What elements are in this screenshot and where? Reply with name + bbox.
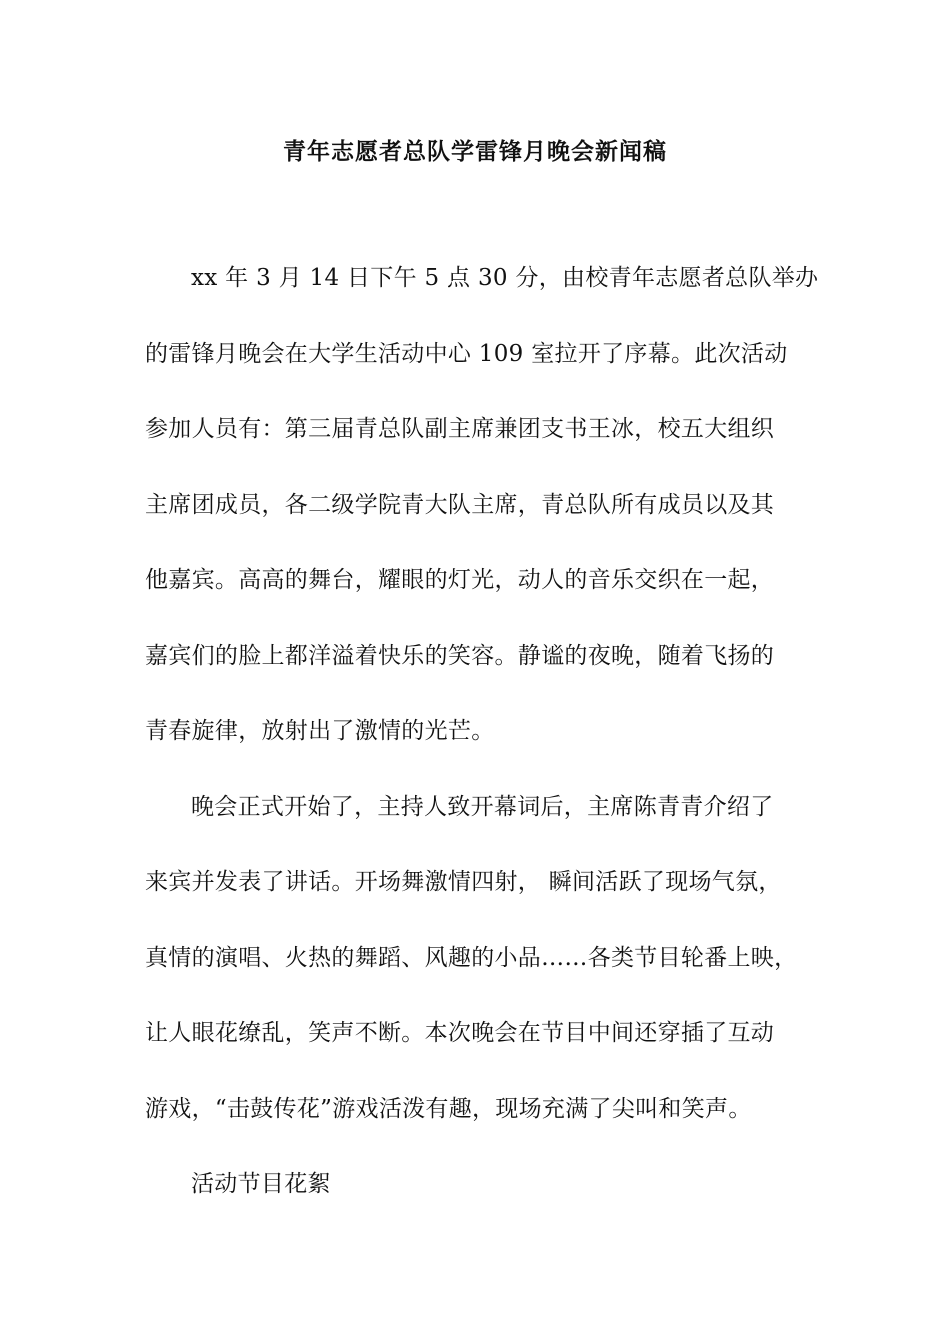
paragraph-line: 游戏，“击鼓传花”游戏活泼有趣，现场充满了尖叫和笑声。	[145, 1095, 752, 1122]
paragraph-line: 来宾并发表了讲话。开场舞激情四射， 瞬间活跃了现场气氛，	[145, 869, 782, 895]
paragraph-line: 的雷锋月晚会在大学生活动中心 109 室拉开了序幕。此次活动	[145, 340, 788, 367]
document-body	[145, 258, 825, 1240]
paragraph-line: 主席团成员，各二级学院青大队主席，青总队所有成员以及其	[145, 491, 775, 518]
paragraph-line: 嘉宾们的脸上都洋溢着快乐的笑容。静谧的夜晚，随着飞扬的	[145, 642, 775, 669]
paragraph-2	[145, 787, 825, 1165]
paragraph-line: 让人眼花缭乱，笑声不断。本次晚会在节目中间还穿插了互动	[145, 1020, 775, 1046]
section-heading: 活动节目花絮	[191, 1171, 331, 1197]
paragraph-line: xx 年 3 月 14 日下午 5 点 30 分，由校青年志愿者总队举办	[191, 265, 819, 291]
paragraph-line: 青春旋律，放射出了激情的光芒。	[145, 718, 495, 744]
paragraph-line: 真情的演唱、火热的舞蹈、风趣的小品……各类节目轮番上映，	[145, 944, 798, 971]
paragraph-1	[145, 258, 825, 787]
paragraph-line: 他嘉宾。高高的舞台，耀眼的灯光，动人的音乐交织在一起，	[145, 567, 775, 593]
document-title: 青年志愿者总队学雷锋月晚会新闻稿	[283, 138, 667, 165]
paragraph-line: 参加人员有：第三届青总队副主席兼团支书王冰，校五大组织	[145, 416, 775, 442]
paragraph-line: 晚会正式开始了，主持人致开幕词后，主席陈青青介绍了	[191, 793, 774, 820]
paragraph-3	[145, 1164, 825, 1240]
